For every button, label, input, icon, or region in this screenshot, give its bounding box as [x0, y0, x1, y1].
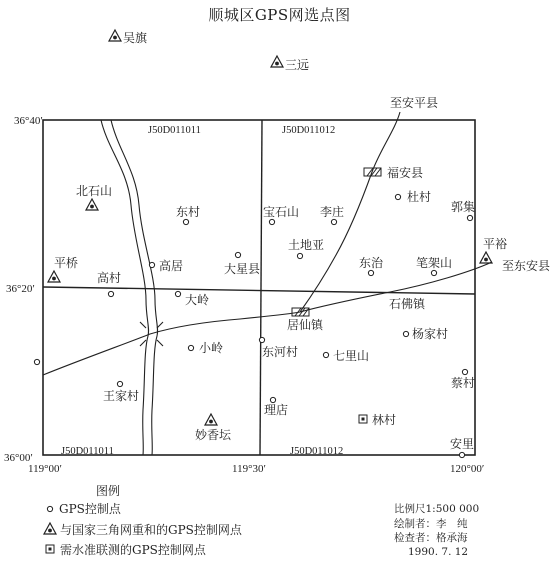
lon-label-left: 119°00′: [28, 463, 62, 475]
gps-point-icon: [368, 270, 373, 275]
legend-triangulation-icon: [44, 523, 56, 534]
legend-heading: 图例: [96, 484, 121, 498]
gps-point-icon: [108, 291, 113, 296]
legend-leveling-icon: [46, 545, 54, 553]
gps-point-icon: [462, 369, 467, 374]
triangulation-point-icon: [480, 252, 492, 263]
place-label: 三远: [285, 58, 310, 72]
lat-label-top: 36°40′: [14, 115, 43, 127]
place-label: 安里: [450, 437, 475, 451]
place-label: 至安平县: [390, 96, 439, 110]
gps-point-icon: [331, 219, 336, 224]
place-label: 大岭: [185, 293, 210, 307]
drawn-by-text: 绘制者：李 纯: [394, 518, 468, 530]
place-label: 小岭: [199, 341, 224, 355]
place-label: 杨家村: [412, 327, 449, 341]
sheet-code-sw: J50D011011: [61, 446, 114, 457]
lat-label-bottom: 36°00′: [4, 452, 33, 464]
place-label: 东村: [176, 205, 201, 219]
place-label: 李庄: [320, 205, 345, 219]
gps-point-icon: [459, 452, 464, 457]
triangulation-point-icon: [48, 271, 60, 282]
place-label: 石佛镇: [389, 297, 426, 311]
legend-leveling-label: 需水准联测的GPS控制网点: [60, 543, 206, 557]
place-label: 宝石山: [263, 205, 300, 219]
triangulation-point-icon: [205, 414, 217, 425]
gps-point-icon: [183, 219, 188, 224]
lat-label-mid: 36°20′: [6, 283, 35, 295]
place-label: 王家村: [103, 389, 140, 403]
sheet-code-nw: J50D011011: [148, 125, 201, 136]
legend-triangulation-label: 与国家三角网重和的GPS控制网点: [60, 523, 242, 537]
place-label: 平桥: [54, 256, 79, 270]
gps-point-icon: [175, 291, 180, 296]
gps-point-icon: [235, 252, 240, 257]
place-label: 居仙镇: [287, 318, 324, 332]
gps-point-icon: [323, 352, 328, 357]
place-label: 土地亚: [288, 238, 325, 252]
place-label: 东河村: [262, 345, 299, 359]
gps-point-icon: [117, 381, 122, 386]
place-label: 平裕: [483, 237, 508, 251]
gps-point-icon: [467, 215, 472, 220]
gps-point-icon: [297, 253, 302, 258]
place-label: 妙香坛: [195, 428, 232, 442]
place-label: 杜村: [407, 190, 432, 204]
date-text: 1990. 7. 12: [408, 546, 469, 558]
gps-point-icon: [149, 262, 154, 267]
triangulation-point-icon: [86, 199, 98, 210]
gps-point-icon: [395, 194, 400, 199]
place-label: 大星县: [224, 262, 261, 276]
place-label: 高居: [159, 259, 184, 273]
road-to-anping: [300, 112, 400, 312]
legend-gps-point-icon: [47, 506, 52, 511]
triangulation-point-icon: [271, 56, 283, 67]
sheet-divider-vertical: [260, 120, 262, 455]
gps-point-icon: [403, 331, 408, 336]
place-label: 高村: [97, 271, 122, 285]
place-label: 笔架山: [416, 256, 453, 270]
place-label: 郭集: [451, 200, 476, 214]
gps-point-icon: [188, 345, 193, 350]
map-title: 顺城区GPS网选点图: [208, 6, 351, 24]
place-label: 七里山: [333, 349, 370, 363]
place-label: 至东安县: [502, 259, 551, 273]
place-label: 理店: [264, 403, 289, 417]
place-label: 林村: [372, 413, 397, 427]
gps-point-icon: [431, 270, 436, 275]
place-label: 福安县: [387, 166, 424, 180]
gps-point-icon: [34, 359, 39, 364]
place-label: 北石山: [76, 184, 113, 198]
river-right-bank: [111, 120, 158, 455]
legend-gps-point-label: GPS控制点: [59, 502, 121, 516]
checked-by-text: 检查者：格承海: [394, 532, 468, 544]
gps-points: [34, 194, 475, 457]
triangulation-point-icon: [109, 30, 121, 41]
gps-point-icon: [259, 337, 264, 342]
leveling-point-icon: [359, 415, 367, 423]
lon-label-mid: 119°30′: [232, 463, 266, 475]
place-label: 吴旗: [123, 31, 148, 45]
place-label: 蔡村: [451, 376, 476, 390]
place-label: 东治: [359, 256, 384, 270]
scale-text: 比例尺1:500 000: [394, 503, 480, 515]
gps-point-icon: [270, 397, 275, 402]
sheet-code-se: J50D011012: [290, 446, 344, 457]
lon-label-right: 120°00′: [450, 463, 485, 475]
sheet-code-ne: J50D011012: [282, 125, 336, 136]
gps-point-icon: [269, 219, 274, 224]
